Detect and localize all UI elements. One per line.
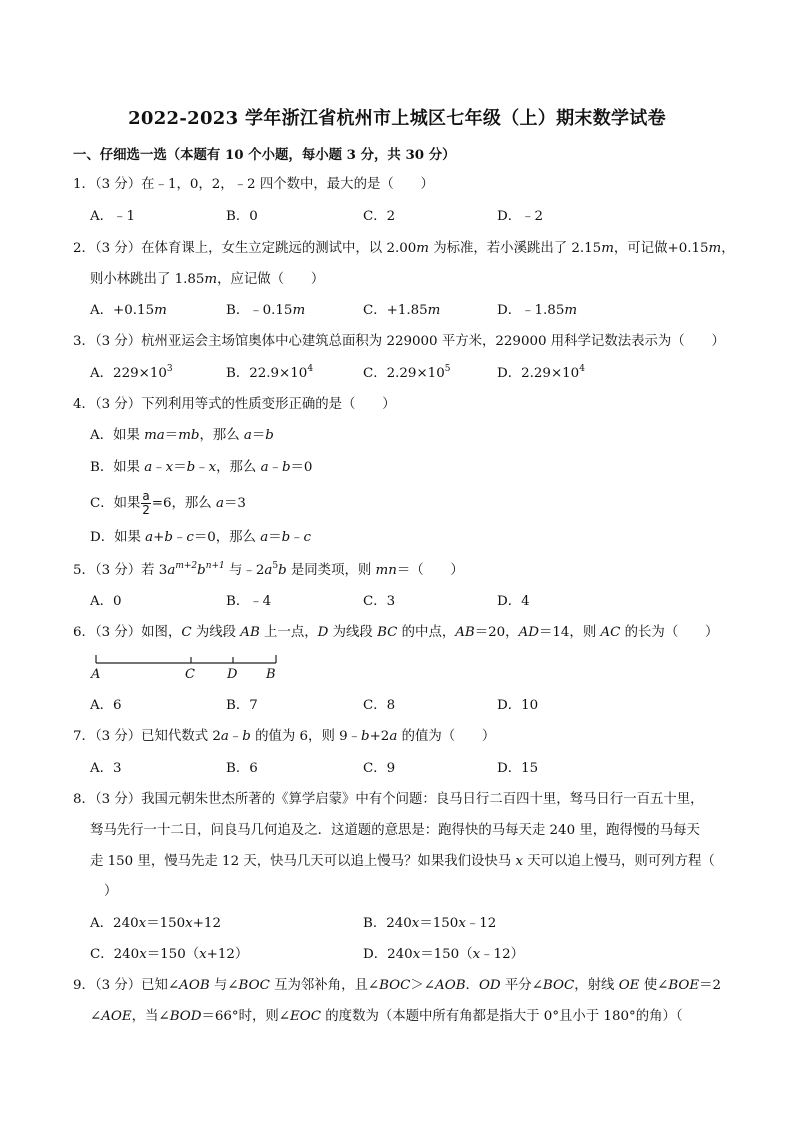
q7-option-c: C．9: [363, 761, 396, 776]
question-8-stem-line1: 8．（3 分）我国元朝朱世杰所著的《算学启蒙》中有个问题：良马日行二百四十里，驽马日行一百五十里，: [73, 792, 704, 807]
q8-option-a: A．240x＝150x+12: [90, 916, 221, 931]
q4-option-b: B．如果 a﹣x＝b﹣x，那么 a﹣b＝0: [90, 460, 313, 475]
point-label-c: C: [185, 667, 195, 682]
q5-option-b: B．﹣4: [226, 594, 272, 609]
question-8-stem-line2: 驽马先行一十二日，问良马几何追及之．这道题的意思是：跑得快的马每天走 240 里，跑得慢的马每天: [90, 823, 700, 838]
q2-option-d: D．﹣1.85m: [497, 303, 578, 318]
q8-option-b: B．240x＝150x﹣12: [363, 916, 497, 931]
q1-option-c: C．2: [363, 209, 396, 224]
question-2-stem-line1: 2．（3 分）在体育课上，女生立定跳远的测试中，以 2.00m 为标准，若小溪跳出了 2.15m，可记做+0.15m，: [73, 241, 735, 256]
q5-option-d: D．4: [497, 594, 530, 609]
question-9-stem-line2: ∠AOE，当∠BOD＝66°时，则∠EOC 的度数为（本题中所有角都是指大于 0°且小于 180°的角）（: [90, 1009, 683, 1024]
question-9-stem-line1: 9．（3 分）已知∠AOB 与∠BOC 互为邻补角，且∠BOC＞∠AOB．OD 平分∠BOC，射线 OE 使∠BOE＝2: [73, 978, 722, 993]
q7-option-b: B．6: [226, 761, 258, 776]
q2-option-a: A．+0.15m: [90, 303, 167, 318]
q6-option-a: A．6: [90, 698, 122, 713]
q6-option-d: D．10: [497, 698, 539, 713]
q2-option-c: C．+1.85m: [363, 303, 441, 318]
q1-option-d: D．﹣2: [497, 209, 544, 224]
point-label-b: B: [266, 667, 276, 682]
line-segment-figure: [95, 654, 277, 666]
q8-option-c: C．240x＝150（x+12）: [90, 947, 249, 962]
q1-option-b: B．0: [226, 209, 258, 224]
section-heading: 一、仔细选一选（本题有 10 个小题，每小题 3 分，共 30 分）: [73, 147, 456, 163]
q5-option-c: C．3: [363, 594, 396, 609]
question-8-stem-line4: ）: [104, 884, 118, 899]
q7-option-a: A．3: [90, 761, 122, 776]
point-label-d: D: [227, 667, 238, 682]
q4-option-c: C．如果 $\frac{a}{2}$ =6，那么 a＝3: [90, 489, 246, 517]
question-2-stem-line2: 则小林跳出了 1.85m，应记做（ ）: [90, 272, 325, 287]
q7-option-d: D．15: [497, 761, 539, 776]
q1-option-a: A．﹣1: [90, 209, 135, 224]
question-8-stem-line3: 走 150 里，慢马先走 12 天，快马几天可以追上慢马？如果我们设快马 x 天可以追上慢马，则可列方程（: [90, 854, 715, 869]
q3-option-c: C．$2.29\times 10^5$: [363, 364, 451, 381]
exam-title: 2022-2023 学年浙江省杭州市上城区七年级（上）期末数学试卷: [128, 108, 666, 129]
q4-option-a: A．如果 ma＝mb，那么 a＝b: [90, 428, 274, 443]
q2-option-b: B．﹣0.15m: [226, 303, 306, 318]
q3-option-a: A．$229\times 10^3$: [90, 364, 173, 381]
fraction-a-over-2: $\frac{a}{2}$: [142, 489, 150, 517]
q4-option-d: D．如果 a+b﹣c＝0，那么 a＝b﹣c: [90, 530, 312, 545]
q3-option-d: D．$2.29\times 10^4$: [497, 364, 585, 381]
q6-option-c: C．8: [363, 698, 396, 713]
q5-option-a: A．0: [90, 594, 122, 609]
q6-option-b: B．7: [226, 698, 258, 713]
q8-option-d: D．240x＝150（x﹣12）: [363, 947, 524, 962]
q3-option-b: B．$22.9\times 10^4$: [226, 364, 314, 381]
question-3-stem: 3．（3 分）杭州亚运会主场馆奥体中心建筑总面积为 229000 平方米，229000 用科学记数法表示为（ ）: [73, 334, 725, 349]
question-5-stem: 5．（3 分）若 $3a^{m+2}b^{n+1}$ 与$﹣2a^5b$ 是同类项，则 mn＝（ ）: [73, 561, 464, 578]
question-1-stem: 1．（3 分）在﹣1，0，2，﹣2 四个数中，最大的是（ ）: [73, 177, 434, 192]
question-4-stem: 4．（3 分）下列利用等式的性质变形正确的是（ ）: [73, 397, 396, 412]
point-label-a: A: [91, 667, 101, 682]
question-6-stem: 6．（3 分）如图，C 为线段 AB 上一点，D 为线段 BC 的中点，AB＝20，AD＝14，则 AC 的长为（ ）: [73, 625, 719, 640]
question-7-stem: 7．（3 分）已知代数式 2a﹣b 的值为 6，则 9﹣b+2a 的值为（ ）: [73, 729, 496, 744]
